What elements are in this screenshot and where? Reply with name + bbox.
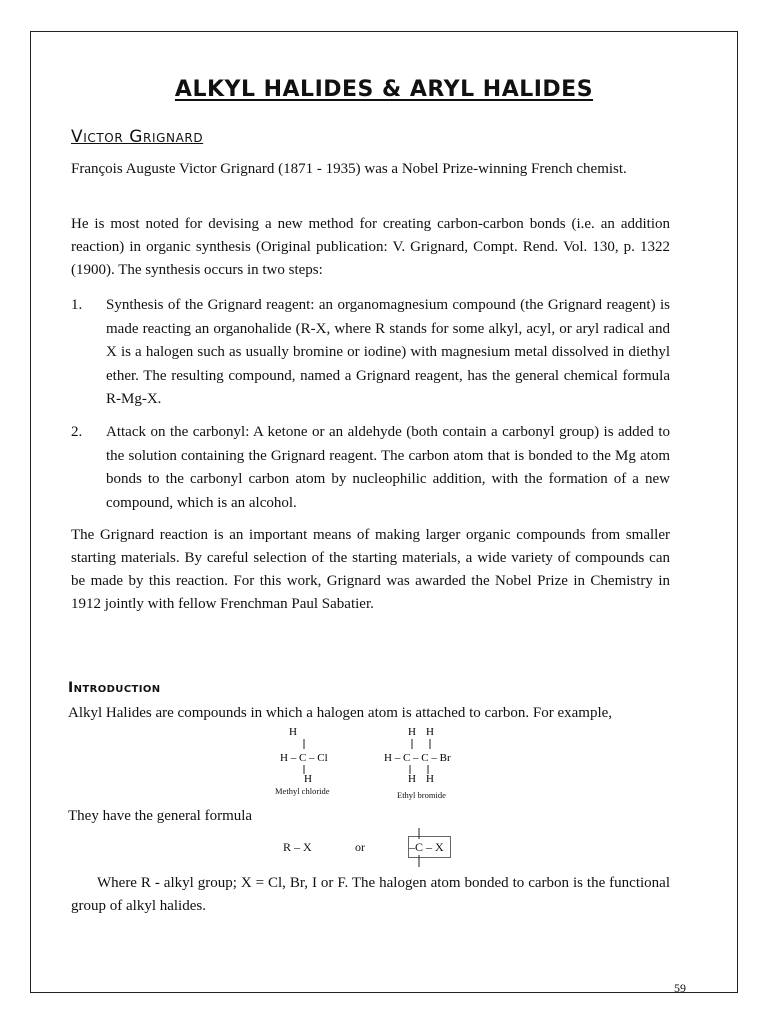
page-number: 59 xyxy=(674,981,686,995)
page-title: ALKYL HALIDES & ARYL HALIDES xyxy=(174,77,594,102)
section-heading-introduction: Introduction xyxy=(68,680,161,696)
paragraph-where: Where R - alkyl group; X = Cl, Br, I or F. The halogen atom bonded to carbon is the functional group of alkyl halides. xyxy=(71,875,670,914)
formula-or: or xyxy=(355,840,365,854)
paragraph-grignard-reaction: The Grignard reaction is an important means of making larger organic compounds from smaller starting materials. By careful selection of the starting materials, a wide variety of compounds can be made by this reaction. For this work, Grignard was awarded the Nobel Prize in Chemistry in 1912 jointly with fellow Frenchman Paul Sabatier. xyxy=(71,527,670,612)
list-item xyxy=(71,294,670,412)
atom-h-bottom: H xyxy=(408,773,416,785)
section-heading-victor-grignard: Victor Grignard xyxy=(71,127,204,147)
general-formula-label: They have the general formula xyxy=(68,808,253,824)
list-item xyxy=(71,421,670,515)
methyl-chloride-structure xyxy=(280,726,328,785)
caption-ethyl-bromide: Ethyl bromide xyxy=(397,790,446,800)
list-text: Attack on the carbonyl: A ketone or an aldehyde (both contain a carbonyl group) is added to the solution containing the Grignard reagent. The carbon atom that is bonded to the Mg atom bonds to the carbonyl carbon atom by nucleophilic addition, with the formation of a new compound, which is an alcohol. xyxy=(106,424,670,511)
ethyl-bromide-structure xyxy=(384,726,451,785)
atom-h-bottom: H xyxy=(426,773,434,785)
intro-sentence: Alkyl Halides are compounds in which a halogen atom is attached to carbon. For example, xyxy=(68,705,613,721)
list-number: 1. xyxy=(71,297,83,313)
atom-h-bottom: H xyxy=(304,773,312,785)
atom-h-top: H xyxy=(426,726,434,738)
ethyl-row: H – C – C – Br xyxy=(384,752,451,764)
paragraph-intro: François Auguste Victor Grignard (1871 - 1935) was a Nobel Prize-winning French chemist. xyxy=(71,161,627,177)
atom-h-top: H xyxy=(408,726,416,738)
caption-methyl-chloride: Methyl chloride xyxy=(275,786,330,796)
formula-c-x: –C – X xyxy=(409,840,444,854)
list-text: Synthesis of the Grignard reagent: an organomagnesium compound (the Grignard reagent) is made reacting an organohalide (R-X, where R stands for some alkyl, acyl, or aryl radical and X is a halogen such as usually bromine or iodine) with magnesium metal dissolved in diethyl ether. The resulting compound, named a Grignard reagent, has the general chemical formula R-Mg-X. xyxy=(106,297,670,407)
atom-h-top: H xyxy=(289,726,297,738)
methyl-row: H – C – Cl xyxy=(280,752,328,764)
formula-r-x: R – X xyxy=(283,840,312,854)
list-number: 2. xyxy=(71,424,83,440)
paragraph-method: He is most noted for devising a new method for creating carbon-carbon bonds (i.e. an addition reaction) in organic synthesis (Original publication: V. Grignard, Compt. Rend. Vol. 130, p. 1322 (1900). The synthesis occurs in two steps: xyxy=(71,216,670,278)
